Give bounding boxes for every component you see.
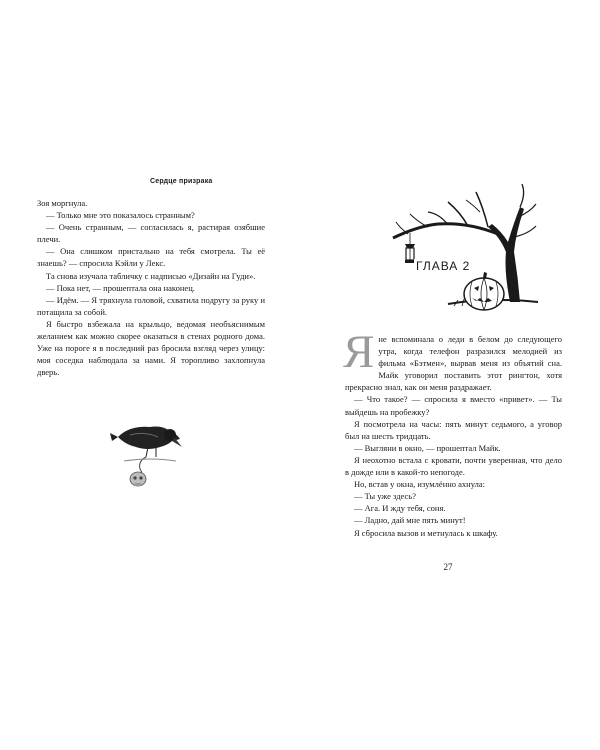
- paragraph: — Ты уже здесь?: [354, 491, 416, 502]
- first-paragraph: [343, 326, 562, 393]
- first-paragraph-text: не вспоминала о леди в белом до следующего утра, когда телефон разразился мелодией из фильма «Бэтмен», вырвав меня из объятий сна. Майк уговорил поставить этот рингтон, хотя прекрасно знал, как он меня раздражает.: [345, 334, 562, 393]
- paragraph: — Что такое? — спросила я вместо «привет». — Ты выйдешь на пробежку?: [345, 394, 562, 417]
- chapter-title: ГЛАВА 2: [416, 259, 471, 273]
- paragraph: Я сбросила вызов и метнулась к шкафу.: [354, 527, 498, 538]
- paragraph: — Идём. — Я тряхнула головой, схватила подругу за руку и потащила за собой.: [37, 294, 265, 317]
- drop-cap: Я: [343, 326, 375, 378]
- paragraph: — Только мне это показалось странным?: [46, 210, 195, 221]
- paragraph: — Она слишком пристально на тебя смотрела. Ты её знаешь? — спросила Кэйли у Лекс.: [37, 246, 265, 269]
- paragraph: Зоя моргнула.: [37, 198, 88, 208]
- paragraph: — Выгляни в окно, — прошептал Майк.: [354, 442, 501, 453]
- left-text-block: [37, 197, 265, 378]
- running-header: Сердце призрака: [150, 178, 213, 185]
- right-text-block: [343, 326, 562, 539]
- paragraph: Но, встав у окна, изумлённо ахнула:: [354, 479, 485, 490]
- paragraph: Я неохотно встала с кровати, почти уверенная, что дело в дожде или в какой-то непогоде.: [345, 454, 562, 478]
- tree-lantern-pumpkin-icon: [388, 182, 538, 322]
- paragraph: — Пока нет, — прошептала она наконец.: [46, 282, 195, 293]
- crow-with-skull-icon: [110, 395, 190, 490]
- paragraph: — Очень странным, — согласилась я, растирая озябшие плечи.: [37, 222, 265, 245]
- paragraph: Я посмотрела на часы: пять минут седьмого, а уговор был на шесть тридцать.: [345, 418, 562, 441]
- paragraph: Я быстро взбежала на крыльцо, ведомая необъяснимым желанием как можно скорее оказаться в стенах родного дома. Уже на пороге я в последний раз бросила взгляд через улицу: моя соседка наблюдала за нами. Я торопливо захлопнула дверь.: [37, 318, 265, 378]
- page-number: 27: [443, 562, 453, 572]
- paragraph: Та снова изучала табличку с надписью «Дизайн на Гуди».: [46, 270, 256, 281]
- paragraph: — Ага. И жду тебя, соня.: [354, 503, 446, 514]
- paragraph: — Ладно, дай мне пять минут!: [354, 515, 466, 526]
- right-page: [300, 0, 600, 750]
